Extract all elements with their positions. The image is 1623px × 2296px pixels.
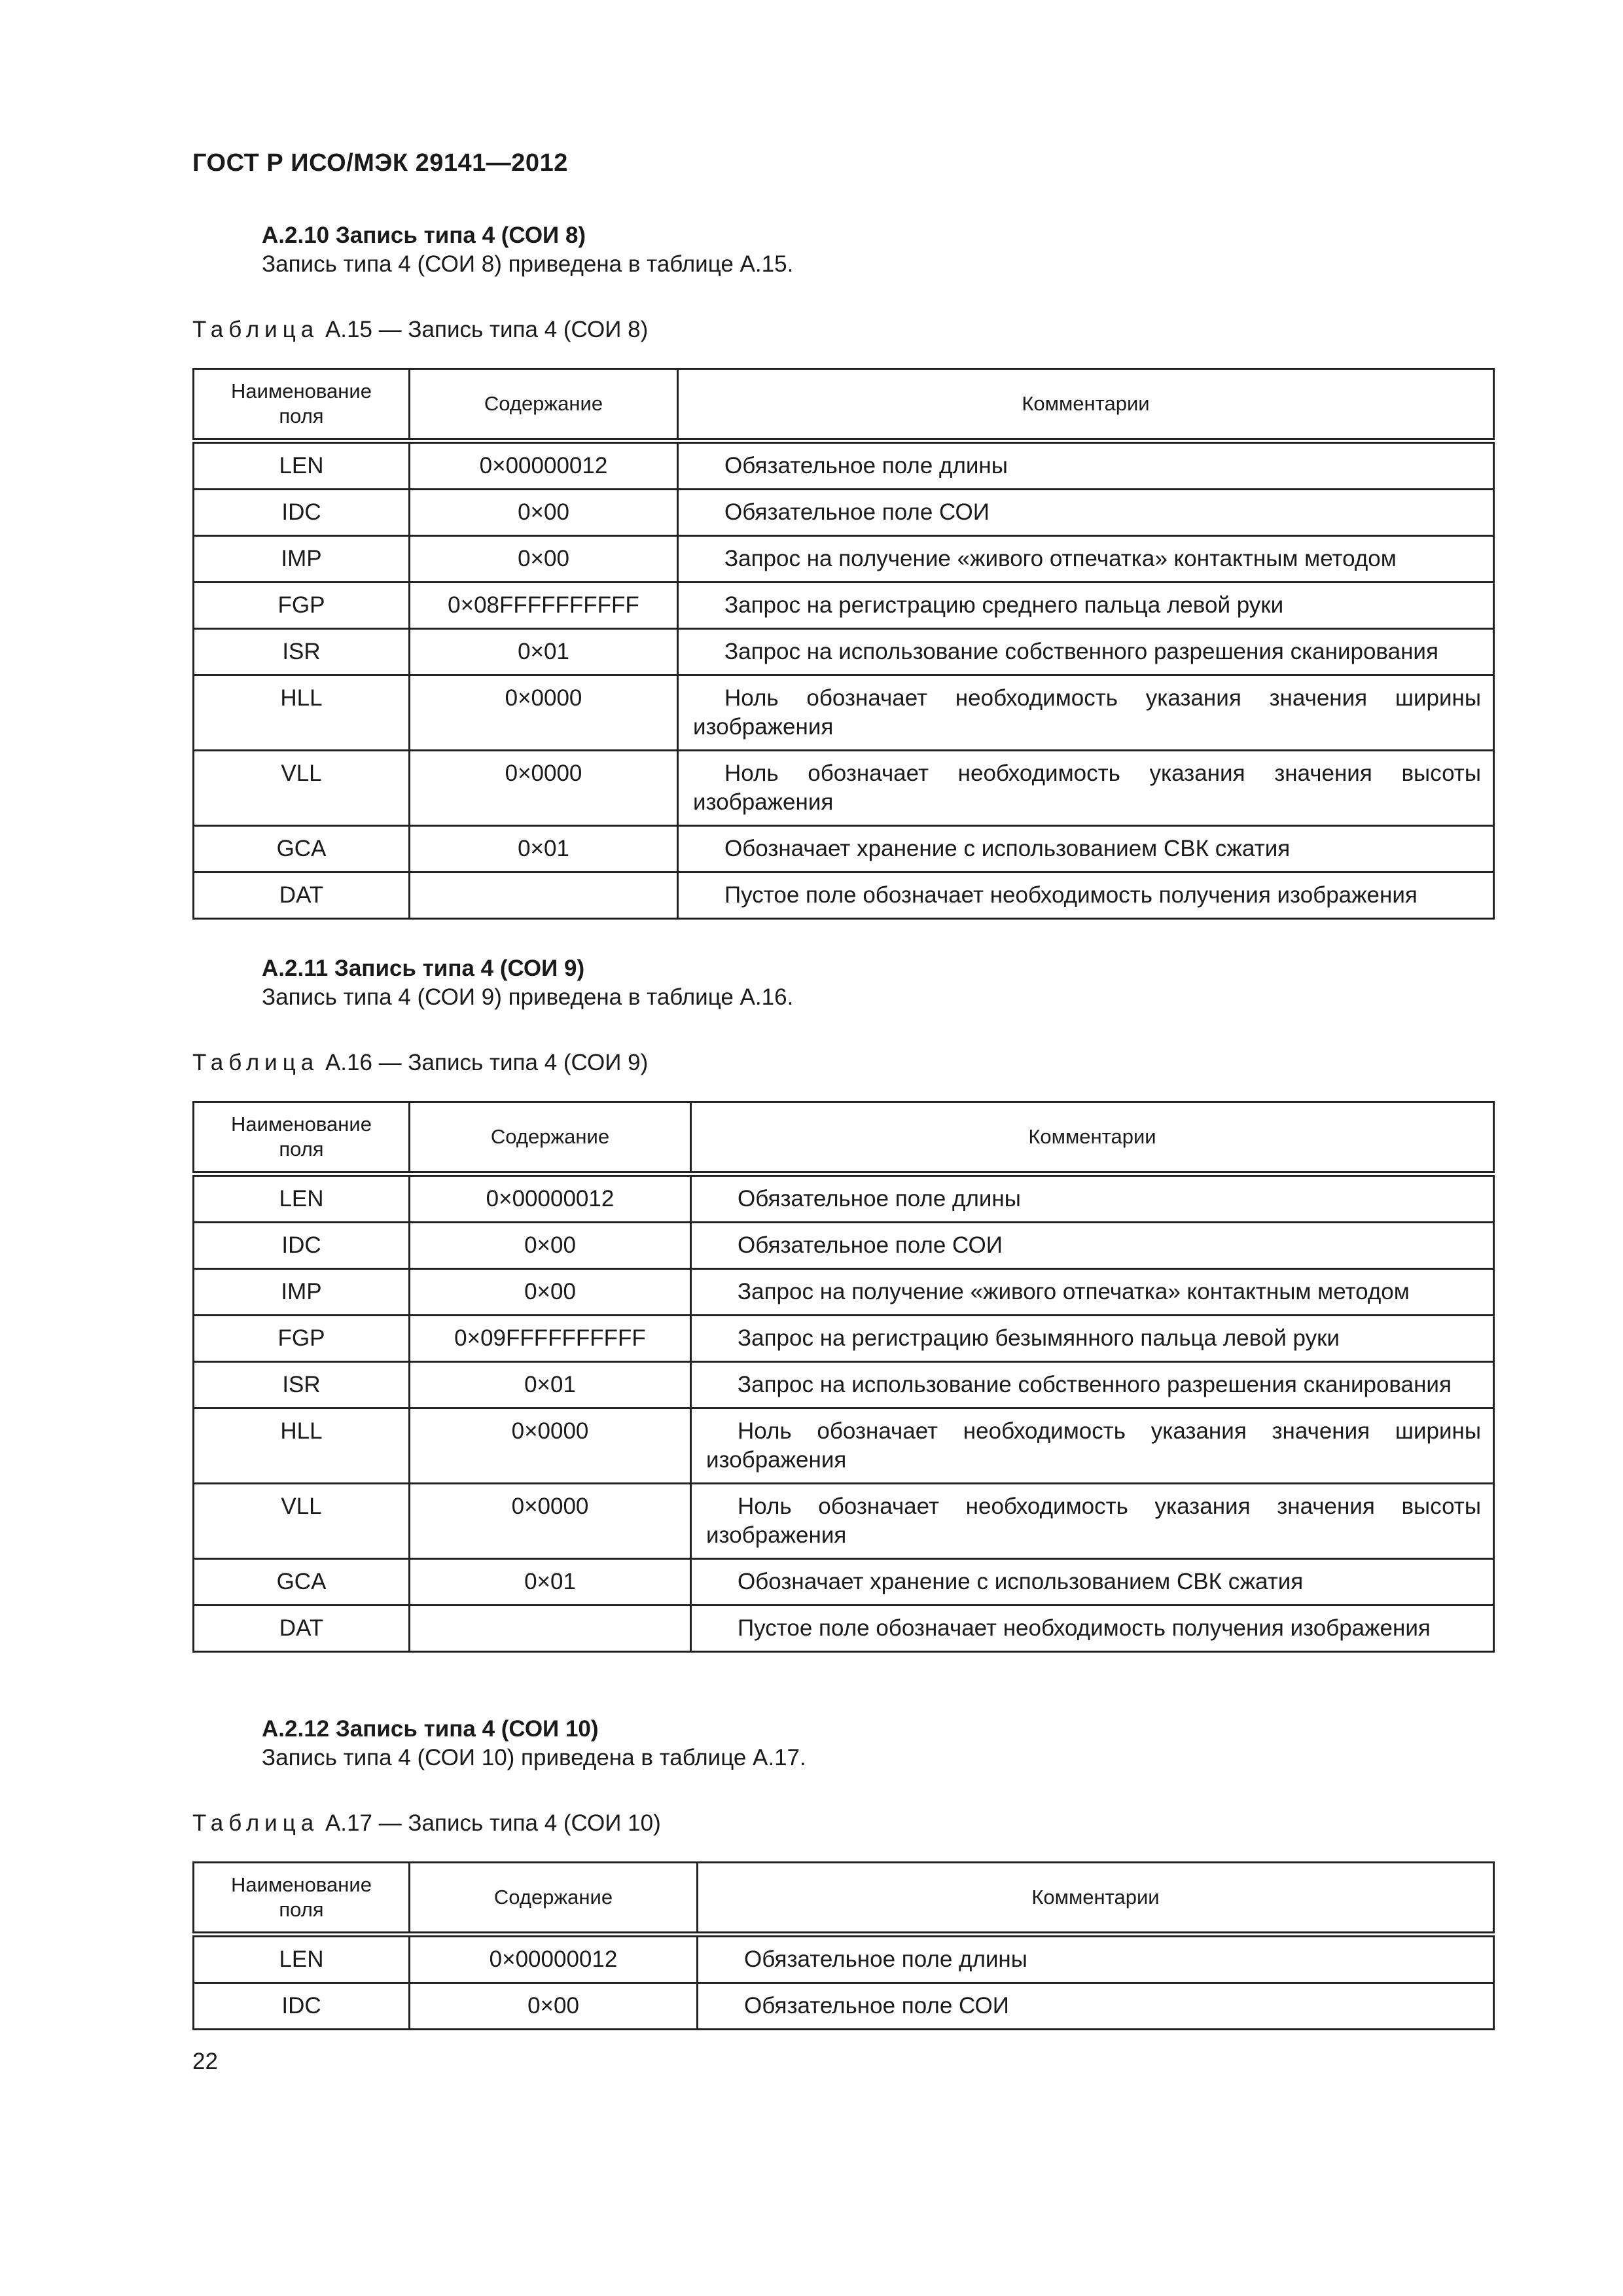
field-name: FGP: [194, 1316, 410, 1362]
field-name: GCA: [194, 826, 410, 872]
field-comment: Запрос на использование собственного разрешения сканирования: [678, 629, 1494, 675]
field-name: GCA: [194, 1559, 410, 1605]
table-caption-prefix: Таблица: [192, 1050, 319, 1075]
field-comment: Обязательное поле СОИ: [691, 1223, 1494, 1269]
table-caption-rest: А.15 — Запись типа 4 (СОИ 8): [319, 317, 649, 342]
table-a15: [192, 368, 1495, 920]
field-comment: Запрос на регистрацию среднего пальца левой руки: [678, 583, 1494, 629]
section-title: А.2.11 Запись типа 4 (СОИ 9): [262, 956, 585, 981]
col-header-field: Наименование поля: [194, 369, 410, 441]
table-row: [194, 490, 1494, 536]
field-name: IMP: [194, 536, 410, 583]
section-text: Запись типа 4 (СОИ 8) приведена в таблице А.15.: [262, 251, 794, 277]
field-comment: Обязательное поле длины: [698, 1935, 1494, 1983]
table-row: [194, 826, 1494, 872]
field-comment: Обозначает хранение с использованием СВК сжатия: [678, 826, 1494, 872]
field-name: LEN: [194, 1935, 410, 1983]
table-row: [194, 1174, 1494, 1223]
field-comment: Обязательное поле СОИ: [698, 1983, 1494, 2030]
field-content: 0×00: [410, 1223, 691, 1269]
table-caption: [192, 1049, 1501, 1077]
field-comment: Ноль обозначает необходимость указания значения ширины изображения: [691, 1408, 1494, 1484]
col-header-field: Наименование поля: [194, 1102, 410, 1174]
table-header-row: [194, 1102, 1494, 1174]
field-content: 0×00: [410, 490, 678, 536]
table-header-row: [194, 369, 1494, 441]
field-comment: Обязательное поле длины: [678, 441, 1494, 490]
field-comment: Обязательное поле длины: [691, 1174, 1494, 1223]
field-comment: Ноль обозначает необходимость указания значения высоты изображения: [678, 751, 1494, 826]
table-row: [194, 1559, 1494, 1605]
field-content: 0×0000: [410, 1484, 691, 1559]
table-row: [194, 1983, 1494, 2030]
col-header-comments: Комментарии: [698, 1863, 1494, 1935]
field-content: 0×01: [410, 629, 678, 675]
table-row: [194, 536, 1494, 583]
table-row: [194, 1223, 1494, 1269]
table-row: [194, 1362, 1494, 1408]
table-row: [194, 1408, 1494, 1484]
field-comment: Запрос на получение «живого отпечатка» контактным методом: [691, 1269, 1494, 1316]
table-caption-rest: А.16 — Запись типа 4 (СОИ 9): [319, 1050, 649, 1075]
field-comment: Пустое поле обозначает необходимость получения изображения: [678, 872, 1494, 919]
table-row: [194, 675, 1494, 751]
field-content: 0×00000012: [410, 441, 678, 490]
table-row: [194, 441, 1494, 490]
field-content: 0×0000: [410, 751, 678, 826]
table-row: [194, 1935, 1494, 1983]
field-content: 0×00: [410, 1983, 698, 2030]
col-header-field: Наименование поля: [194, 1863, 410, 1935]
table-row: [194, 872, 1494, 919]
field-comment: Ноль обозначает необходимость указания значения ширины изображения: [678, 675, 1494, 751]
field-name: IMP: [194, 1269, 410, 1316]
field-name: HLL: [194, 675, 410, 751]
section-a-2-12: [192, 1715, 1501, 2030]
field-content: 0×09FFFFFFFFFF: [410, 1316, 691, 1362]
field-comment: Запрос на получение «живого отпечатка» контактным методом: [678, 536, 1494, 583]
section-title: А.2.10 Запись типа 4 (СОИ 8): [262, 223, 586, 248]
field-content: 0×01: [410, 826, 678, 872]
table-row: [194, 1605, 1494, 1652]
table-caption-rest: А.17 — Запись типа 4 (СОИ 10): [319, 1810, 661, 1836]
col-header-content: Содержание: [410, 1863, 698, 1935]
table-row: [194, 1269, 1494, 1316]
table-row: [194, 1316, 1494, 1362]
field-name: IDC: [194, 490, 410, 536]
field-name: IDC: [194, 1223, 410, 1269]
field-comment: Запрос на регистрацию безымянного пальца левой руки: [691, 1316, 1494, 1362]
field-name: HLL: [194, 1408, 410, 1484]
field-content: 0×0000: [410, 675, 678, 751]
field-content: 0×00000012: [410, 1174, 691, 1223]
section-a-2-11: [192, 954, 1501, 1653]
field-content: 0×00000012: [410, 1935, 698, 1983]
table-header-row: [194, 1863, 1494, 1935]
table-caption-prefix: Таблица: [192, 317, 319, 342]
field-name: DAT: [194, 872, 410, 919]
field-comment: Обозначает хранение с использованием СВК сжатия: [691, 1559, 1494, 1605]
field-name: VLL: [194, 751, 410, 826]
table-row: [194, 583, 1494, 629]
field-name: ISR: [194, 629, 410, 675]
table-caption: [192, 1809, 1501, 1838]
table-a16: [192, 1101, 1495, 1653]
section-text: Запись типа 4 (СОИ 9) приведена в таблице А.16.: [262, 984, 794, 1010]
field-comment: Запрос на использование собственного разрешения сканирования: [691, 1362, 1494, 1408]
field-name: LEN: [194, 1174, 410, 1223]
field-comment: Обязательное поле СОИ: [678, 490, 1494, 536]
section-a-2-10: [192, 221, 1501, 920]
section-text: Запись типа 4 (СОИ 10) приведена в таблице А.17.: [262, 1745, 806, 1770]
table-row: [194, 629, 1494, 675]
col-header-content: Содержание: [410, 369, 678, 441]
col-header-comments: Комментарии: [678, 369, 1494, 441]
table-row: [194, 1484, 1494, 1559]
field-name: LEN: [194, 441, 410, 490]
document-header: ГОСТ Р ИСО/МЭК 29141—2012: [192, 149, 568, 177]
table-caption: [192, 315, 1501, 344]
field-content: [410, 1605, 691, 1652]
col-header-comments: Комментарии: [691, 1102, 1494, 1174]
field-comment: Пустое поле обозначает необходимость получения изображения: [691, 1605, 1494, 1652]
field-content: 0×00: [410, 1269, 691, 1316]
table-a17: [192, 1861, 1495, 2030]
field-comment: Ноль обозначает необходимость указания значения высоты изображения: [691, 1484, 1494, 1559]
field-content: 0×01: [410, 1362, 691, 1408]
field-name: IDC: [194, 1983, 410, 2030]
col-header-content: Содержание: [410, 1102, 691, 1174]
section-title: А.2.12 Запись типа 4 (СОИ 10): [262, 1716, 599, 1742]
field-content: 0×01: [410, 1559, 691, 1605]
field-name: FGP: [194, 583, 410, 629]
field-content: 0×0000: [410, 1408, 691, 1484]
field-name: VLL: [194, 1484, 410, 1559]
field-content: [410, 872, 678, 919]
field-content: 0×00: [410, 536, 678, 583]
field-name: DAT: [194, 1605, 410, 1652]
field-content: 0×08FFFFFFFFFF: [410, 583, 678, 629]
page-number: 22: [192, 2049, 218, 2074]
table-row: [194, 751, 1494, 826]
table-caption-prefix: Таблица: [192, 1810, 319, 1836]
field-name: ISR: [194, 1362, 410, 1408]
